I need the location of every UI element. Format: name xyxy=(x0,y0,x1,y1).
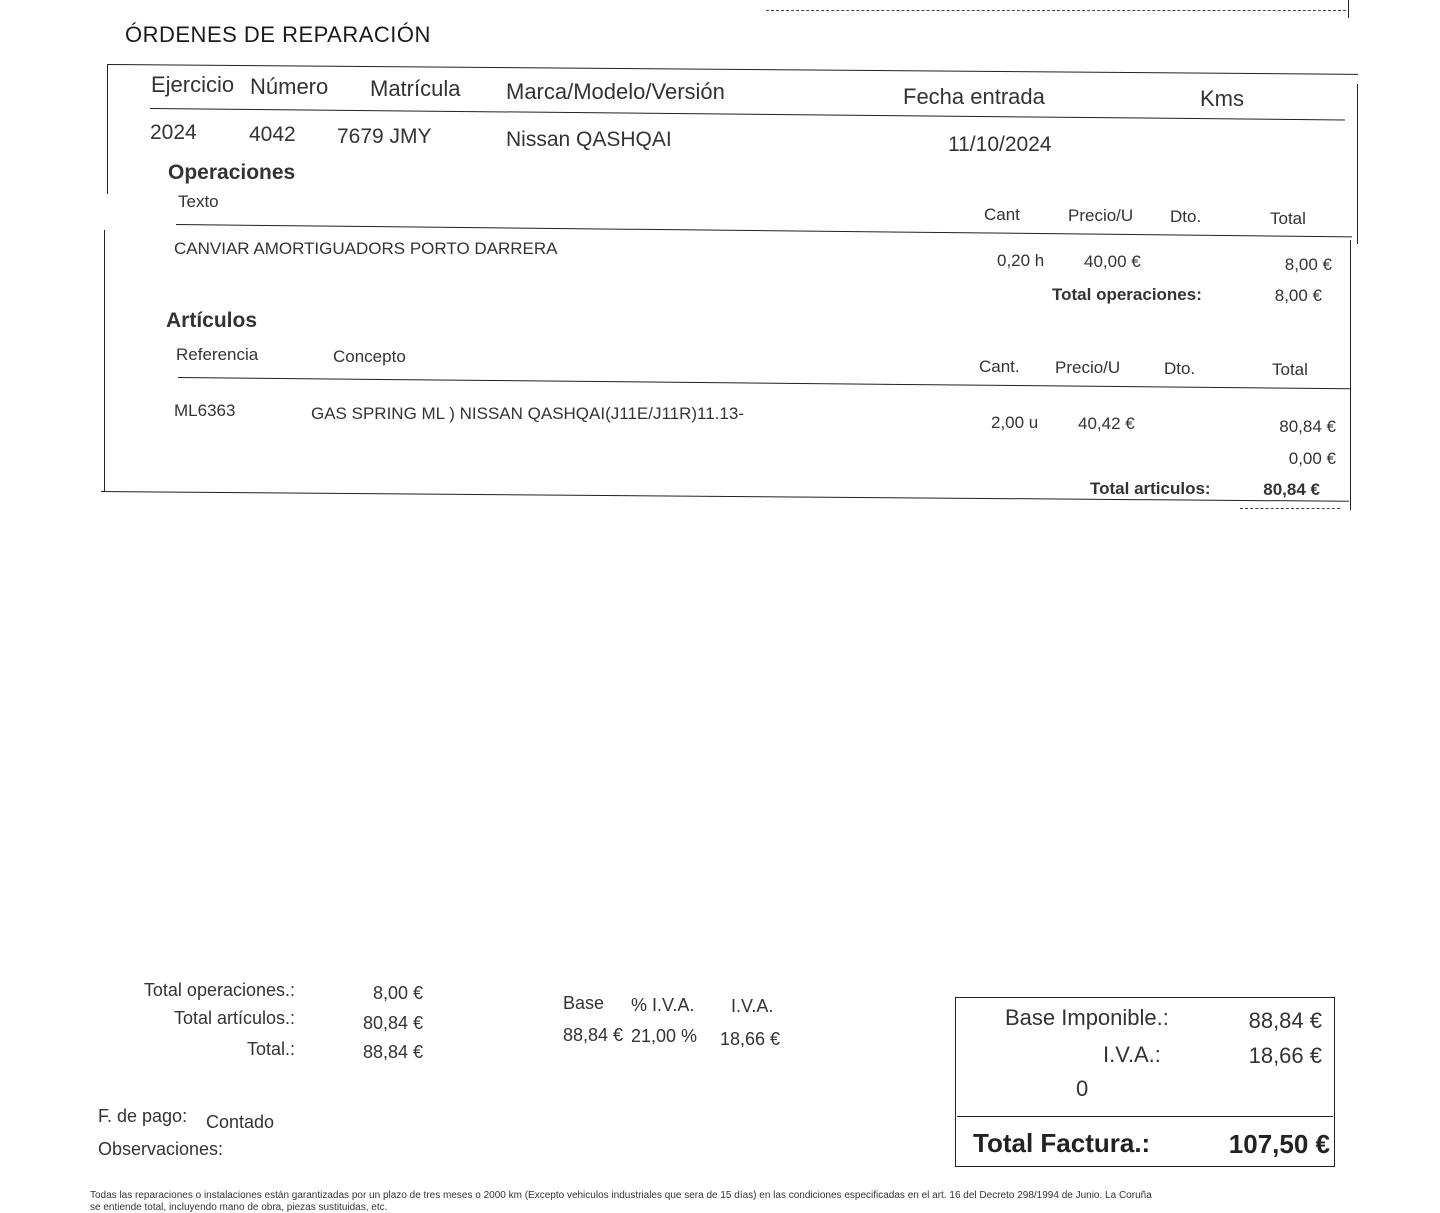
operacion-texto: CANVIAR AMORTIGUADORS PORTO DARRERA xyxy=(174,239,558,258)
operacion-total: 8,00 € xyxy=(1284,255,1332,274)
total-operaciones-label: Total operaciones: xyxy=(1052,285,1202,304)
total-articulos-value: 80,84 € xyxy=(1263,480,1320,499)
totals-box-divider xyxy=(957,1116,1333,1117)
summary-arts-label: Total artículos.: xyxy=(173,1008,295,1028)
value-marca: Nissan QASHQAI xyxy=(506,128,672,151)
articulos-col-referencia: Referencia xyxy=(176,345,259,364)
articulos-col-total: Total xyxy=(1272,360,1308,379)
top-box-side xyxy=(1348,0,1349,18)
articulo-referencia: ML6363 xyxy=(174,401,236,420)
footer-line-2: se entiende total, incluyendo mano de obra, piezas sustituidas, etc. xyxy=(90,1202,388,1213)
payment-label: F. de pago: xyxy=(98,1106,188,1126)
operacion-precio: 40,00 € xyxy=(1084,252,1141,271)
iva-iva-header: I.V.A. xyxy=(731,996,774,1016)
summary-ops-label: Total operaciones.: xyxy=(143,980,295,1000)
section-left-border-top xyxy=(107,64,108,194)
top-box-edge xyxy=(766,10,1346,11)
iva-pct-value: 21,00 % xyxy=(631,1026,698,1046)
total-factura-value: 107,50 € xyxy=(1228,1129,1330,1159)
total-operaciones-value: 8,00 € xyxy=(1274,286,1322,305)
articulos-col-dto: Dto. xyxy=(1164,359,1196,378)
total-articulos-label: Total articulos: xyxy=(1090,479,1211,498)
totals-iva-label: I.V.A.: xyxy=(1103,1042,1161,1067)
iva-base-value: 88,84 € xyxy=(563,1025,624,1045)
summary-total-label: Total.: xyxy=(246,1039,295,1059)
col-numero: Número xyxy=(250,74,329,99)
col-fecha: Fecha entrada xyxy=(903,84,1045,109)
operaciones-col-cant: Cant xyxy=(984,205,1020,224)
section-left-border-bottom xyxy=(104,230,105,492)
value-matricula: 7679 JMY xyxy=(337,125,432,148)
totals-extra-value: 0 xyxy=(1076,1076,1089,1101)
articulo-concepto: GAS SPRING ML ) NISSAN QASHQAI(J11E/J11R)11.13- xyxy=(311,404,744,423)
operaciones-col-total: Total xyxy=(1270,209,1306,228)
section-right-border-top xyxy=(1357,84,1358,244)
articulos-dash xyxy=(1240,508,1340,509)
articulos-heading: Artículos xyxy=(166,309,258,332)
operaciones-heading: Operaciones xyxy=(168,161,296,184)
articulos-col-precio: Precio/U xyxy=(1055,358,1121,377)
observaciones-label: Observaciones: xyxy=(98,1139,224,1159)
value-ejercicio: 2024 xyxy=(150,121,197,144)
articulos-col-concepto: Concepto xyxy=(333,347,406,366)
iva-base-header: Base xyxy=(563,993,605,1013)
operacion-cant: 0,20 h xyxy=(997,251,1045,270)
payment-value: Contado xyxy=(206,1112,275,1132)
total-factura-label: Total Factura.: xyxy=(973,1128,1151,1158)
iva-iva-value: 18,66 € xyxy=(720,1029,781,1049)
summary-total-value: 88,84 € xyxy=(362,1042,423,1062)
value-numero: 4042 xyxy=(249,123,296,146)
summary-arts-value: 80,84 € xyxy=(362,1013,423,1033)
col-kms: Kms xyxy=(1200,86,1244,111)
col-marca: Marca/Modelo/Versión xyxy=(506,79,725,104)
totals-base-label: Base Imponible.: xyxy=(1005,1005,1169,1030)
articulo-cant: 2,00 u xyxy=(991,413,1039,432)
col-matricula: Matrícula xyxy=(370,76,461,101)
section-right-border-bottom xyxy=(1350,240,1351,510)
operaciones-col-precio: Precio/U xyxy=(1068,206,1134,225)
value-fecha: 11/10/2024 xyxy=(948,133,1052,156)
col-ejercicio: Ejercicio xyxy=(151,72,235,97)
totals-iva-value: 18,66 € xyxy=(1248,1043,1322,1068)
totals-base-value: 88,84 € xyxy=(1248,1008,1322,1033)
articulo-total: 80,84 € xyxy=(1279,417,1336,436)
operaciones-col-dto: Dto. xyxy=(1170,207,1202,226)
header-underline xyxy=(150,108,1345,120)
summary-ops-value: 8,00 € xyxy=(372,983,423,1003)
articulo-precio: 40,42 € xyxy=(1078,414,1135,433)
iva-pct-header: % I.V.A. xyxy=(631,995,695,1015)
articulos-col-cant: Cant. xyxy=(979,357,1020,376)
footer-line-1: Todas las reparaciones o instalaciones están garantizadas por un plazo de tres meses o 2000 km (Excepto vehiculos industriales que sera de 15 días) en las condiciones especificadas en el art. 16 del Decreto 298/1994 de Junio. La Coruña xyxy=(90,1190,1152,1201)
articulos-extra-total: 0,00 € xyxy=(1288,449,1336,468)
document-title: ÓRDENES DE REPARACIÓN xyxy=(125,22,431,47)
operaciones-col-texto: Texto xyxy=(178,192,219,211)
